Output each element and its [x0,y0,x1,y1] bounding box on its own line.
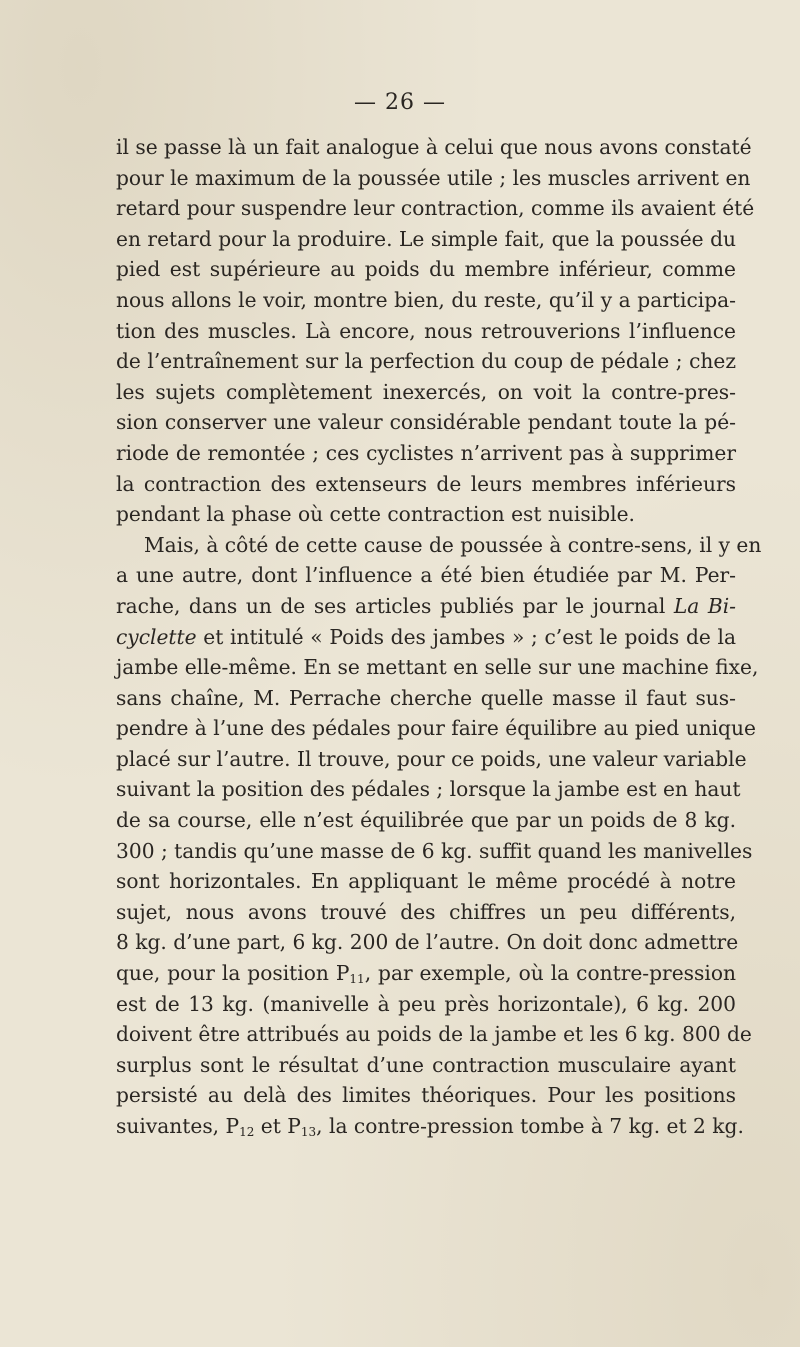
text-line: nous allons le voir, montre bien, du reste, qu’il y a participa- [116,287,736,312]
text-line: la contraction des extenseurs de leurs membres inférieurs [116,471,736,496]
text-line: riode de remontée ; ces cyclistes n’arrivent pas à supprimer [116,440,736,465]
text-fragment: et P [254,1114,301,1138]
text-line: Mais, à côté de cette cause de poussée à contre-sens, il y en [144,532,762,557]
text-line: il se passe là un fait analogue à celui que nous avons constaté [116,135,752,159]
subscript: 13 [300,1125,317,1139]
text-line [116,591,736,622]
text-line: surplus sont le résultat d’une contraction musculaire ayant [116,1052,736,1077]
subscript: 12 [239,1125,255,1139]
text-fragment: et intitulé « Poids des jambes » ; c’est le poids de la [203,624,737,649]
body-text [116,132,762,1142]
text-line [116,1111,744,1142]
subscript: 11 [349,972,365,987]
text-line: suivant la position des pédales ; lorsque la jambe est en haut [116,777,741,802]
page-number: — 26 — [354,90,446,115]
text-fragment: que, pour la position P [116,961,350,986]
text-line: de l’entraînement sur la perfection du coup de pédale ; chez [116,349,736,374]
text-line [116,958,736,989]
journal-title: La Bi- [673,593,736,618]
text-line: retard pour suspendre leur contraction, comme ils avaient été [116,196,755,221]
text-line: jambe elle-même. En se mettant en selle sur une machine fixe, [116,655,759,680]
text-line: 8 kg. d’une part, 6 kg. 200 de l’autre. On doit donc admettre [116,930,739,955]
text-fragment: , la contre-pression tombe à 7 kg. et 2 kg. [316,1114,744,1138]
text-fragment: suivantes, P [116,1114,240,1138]
text-line: pied est supérieure au poids du membre inférieur, comme [116,257,736,282]
text-line: en retard pour la produire. Le simple fait, que la poussée du [116,226,736,251]
text-line: doivent être attribués au poids de la jambe et les 6 kg. 800 de [116,1022,752,1047]
text-line: de sa course, elle n’est équilibrée que par un poids de 8 kg. [116,808,736,833]
text-line: pendant la phase où cette contraction est nuisible. [116,502,635,527]
text-line: tion des muscles. Là encore, nous retrouverions l’influence [116,318,736,343]
text-line: a une autre, dont l’influence a été bien étudiée par M. Per- [116,563,736,588]
text-line: 300 ; tandis qu’une masse de 6 kg. suffit quand les manivelles [116,838,753,863]
text-line: est de 13 kg. (manivelle à peu près horizontale), 6 kg. 200 [116,991,736,1016]
text-line: les sujets complètement inexercés, on voit la contre-pres- [116,379,736,404]
text-line: sion conserver une valeur considérable pendant toute la pé- [116,410,736,435]
text-line: pendre à l’une des pédales pour faire équilibre au pied unique [116,716,756,741]
journal-title: cyclette [116,624,197,649]
text-line [116,622,736,653]
text-line: placé sur l’autre. Il trouve, pour ce poids, une valeur variable [116,746,747,771]
text-line: sujet, nous avons trouvé des chiffres un peu différents, [116,899,736,924]
text-line: pour le maximum de la poussée utile ; les muscles arrivent en [116,165,751,190]
text-line: sans chaîne, M. Perrache cherche quelle masse il faut sus- [116,685,736,710]
text-fragment: , par exemple, où la contre-pression [364,961,736,986]
text-fragment: rache, dans un de ses articles publiés par le journal [116,593,666,618]
text-line: sont horizontales. En appliquant le même procédé à notre [116,869,736,894]
text-line: persisté au delà des limites théoriques. Pour les positions [116,1083,736,1108]
